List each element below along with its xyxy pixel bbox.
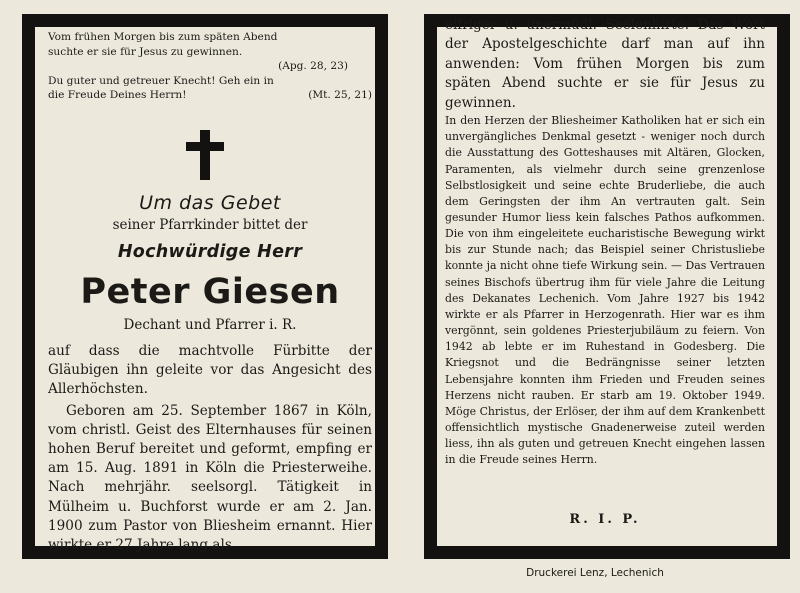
quote1-line: suchte er sie für Jesus zu gewinnen. <box>48 45 243 58</box>
prayer-request-line: seiner Pfarrkinder bittet der <box>112 217 308 233</box>
right-border-bottom <box>424 546 790 559</box>
quote2-line <box>48 88 372 103</box>
quote1-line: Vom frühen Morgen bis zum späten Abend <box>48 31 278 43</box>
scripture-quotes <box>48 30 372 103</box>
printer-imprint: Druckerei Lenz, Lechenich <box>526 567 664 579</box>
left-body-text <box>48 342 372 555</box>
deceased-name: Peter Giesen <box>80 272 340 312</box>
tribute-paragraph: In den Herzen der Bliesheimer Katholiken hat er sich ein unvergängliches Denkmal gesetzt - weniger noch durch die Ausstattung des Gotteshauses mit Altären, Glocken, Paramenten, als vielmehr durch seine grenzenlose Selbstlosigkeit und seine echte Bruderliebe, die auch dem Geringsten der ihm An vertrauten galt. Sein gesunder Humor liess kein falsches Pathos aufkommen. Die von ihm eingeleitete eucharistische Bewegung wirkt bis zur Stunde nach; das Beispiel seiner Christusliebe konnte ja nicht ohne tiefe Wirkung sein. — Das Vertrauen seines Bischofs übertrug ihm für viele Jahre die Leitung des Dekanates Lechenich. Vom Jahre 1927 bis 1942 wirkte er als Pfarrer in Herzogenrath. Hier war es ihm vergönnt, sein goldenes Priesterjubiläum zu feiern. Von 1942 ab lebte er im Ruhestand in Godesberg. Die Kriegsnot und die Bedrängnisse seiner letzten Lebensjahre konnten ihm Frieden und Freuden seines Herzens nicht rauben. Er starb am 19. Oktober 1949. Möge Christus, der Erlöser, der ihm auf dem Krankenbett offensichtlich mystische Gnadenerweise zuteil werden liess, ihn als guten und getreuen Knecht eingehen lassen in die Freude seines Herrn. <box>445 114 766 467</box>
biography-continuation: eifriger u. unermüdl. Seelenhirte. Das Wort der Apostelgeschichte darf man auf ihn anwenden: Vom frühen Morgen bis zum späten Abend suchte er sie für Jesus zu gewinnen. <box>445 17 765 111</box>
right-body-text <box>445 16 765 468</box>
quote1-reference: (Apg. 28, 23) <box>278 60 348 73</box>
left-border-right <box>375 14 388 559</box>
intercession-paragraph: auf dass die machtvolle Fürbitte der Gläubigen ihn geleite vor das Angesicht des Allerhöchsten. <box>48 343 372 398</box>
prayer-heading: Um das Gebet <box>139 192 281 214</box>
quote2-reference: (Mt. 25, 21) <box>308 89 372 102</box>
left-border-top <box>22 14 388 27</box>
biography-paragraph: Geboren am 25. September 1867 in Köln, vom christl. Geist des Elternhauses für seinen hohen Beruf bereitet und geformt, empfing er am 15. Aug. 1891 in Köln die Priesterweihe. Nach mehrjähr. seelsorgl. Tätigkeit in Mülheim u. Buchforst wurde er am 2. Jan. 1900 zum Pastor von Bliesheim ernannt. Hier wirkte er 27 Jahre lang als <box>48 402 372 554</box>
deceased-title: Dechant und Pfarrer i. R. <box>123 317 297 333</box>
honorific: Hochwürdige Herr <box>117 242 303 262</box>
cross-icon <box>186 130 224 180</box>
left-border-left <box>22 14 35 559</box>
quote2-line-text: die Freude Deines Herrn! <box>48 89 187 102</box>
right-border-right <box>777 14 790 559</box>
right-border-left <box>424 14 437 559</box>
rip-closing: R. I. P. <box>569 512 641 527</box>
quote2-line: Du guter und getreuer Knecht! Geh ein in <box>48 74 274 87</box>
